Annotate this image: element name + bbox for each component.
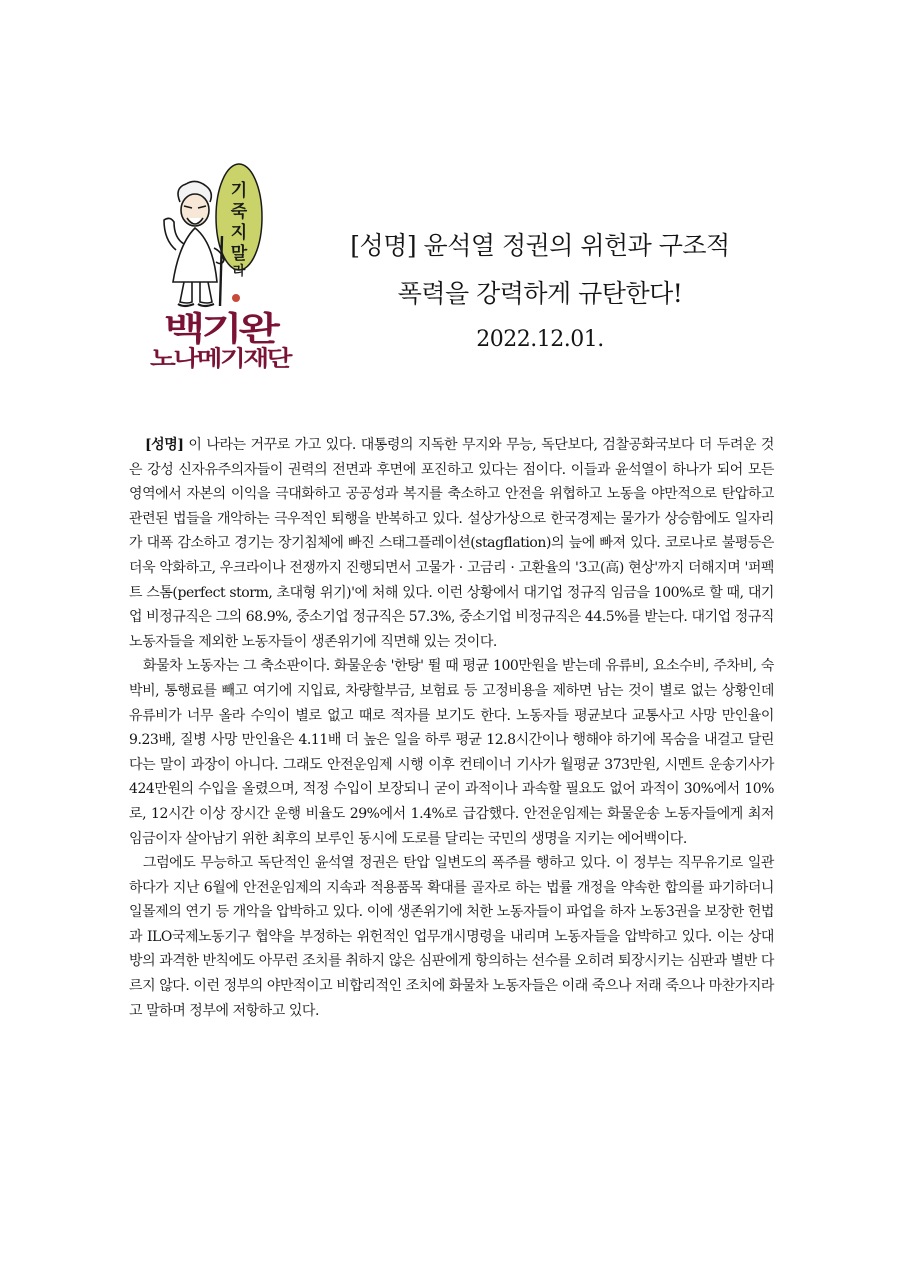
foundation-logo xyxy=(140,162,300,377)
svg-text:라: 라 xyxy=(232,264,246,279)
logo-wordmark-line1: 백기완 xyxy=(164,309,282,348)
svg-text:지: 지 xyxy=(230,223,248,243)
statement-header xyxy=(330,222,750,364)
statement-tag: [성명] xyxy=(145,437,184,453)
statement-body xyxy=(129,433,774,1023)
statement-date: 2022.12.01. xyxy=(476,327,604,352)
statement-title-line2: 폭력을 강력하게 규탄한다! xyxy=(397,279,683,308)
seal-mark xyxy=(232,294,240,302)
svg-text:죽: 죽 xyxy=(230,202,248,222)
paragraph-3: 그럼에도 무능하고 독단적인 윤석열 정권은 탄압 일변도의 폭주를 행하고 있다. 이 정부는 직무유기로 일관하다가 지난 6월에 안전운임제의 지속과 적용품목 확대를 골자로 하는 법률 개정을 약속한 합의를 파기하더니 일몰제의 연기 등 개악을 압박하고 있다. 이에 생존위기에 처한 노동자들이 파업을 하자 노동3권을 보장한 헌법과 ILO국제노동기구 협약을 부정하는 위헌적인 업무개시명령을 내리며 노동자들을 압박하고 있다. 이는 상대방의 과격한 반칙에도 아무런 조치를 취하지 않은 심판에게 항의하는 선수를 오히려 퇴장시키는 심판과 별반 다르지 않다. 이런 정부의 야만적이고 비합리적인 조치에 화물차 노동자들은 이래 죽으나 저래 죽으나 마찬가지라고 말하며 정부에 저항하고 있다. xyxy=(129,855,774,1019)
svg-text:말: 말 xyxy=(230,244,248,264)
statement-title-line1: [성명] 윤석열 정권의 위헌과 구조적 xyxy=(350,231,730,260)
paragraph-1-text: 이 나라는 거꾸로 가고 있다. 대통령의 지독한 무지와 무능, 독단보다, 검찰공화국보다 더 두려운 것은 강성 신자유주의자들이 권력의 전면과 후면에 포진하고 있다는 점이다. 이들과 윤석열이 하나가 되어 모든 영역에서 자본의 이익을 극대화하고 공공성과 복지를 축소하고 안전을 위협하고 노동을 야만적으로 탄압하고 관련된 법들을 개악하는 극우적인 퇴행을 반복하고 있다. 설상가상으로 한국경제는 물가가 상승함에도 일자리가 대폭 감소하고 경기는 장기침체에 빠진 스태그플레이션(stagflation)의 늪에 빠져 있다. 코로나로 불평등은 더욱 악화하고, 우크라이나 전쟁까지 진행되면서 고물가 · 고금리 · 고환율의 '3고(高) 현상'까지 더해지며 '퍼펙트 스톰(perfect storm, 초대형 위기)'에 처해 있다. 이런 상황에서 대기업 정규직 임금을 100%로 할 때, 대기업 비정규직은 그의 68.9%, 중소기업 정규직은 57.3%, 중소기업 비정규직은 44.5%를 받는다. 대기업 정규직 노동자들을 제외한 노동자들이 생존위기에 직면해 있는 것이다. xyxy=(129,437,774,650)
svg-text:기: 기 xyxy=(230,181,248,201)
old-man-figure xyxy=(164,181,224,306)
baekgiwan-foundation-logo-image xyxy=(140,162,300,377)
paragraph-2: 화물차 노동자는 그 축소판이다. 화물운송 '한탕' 뛸 때 평균 100만원을 받는데 유류비, 요소수비, 주차비, 숙박비, 통행료를 빼고 여기에 지입료, 차량할부금, 보험료 등 고정비용을 제하면 남는 것이 별로 없는 상황인데 유류비가 너무 올라 수익이 별로 없고 때로 적자를 보기도 한다. 노동자들 평균보다 교통사고 사망 만인율이 9.23배, 질병 사망 만인율은 4.11배 더 높은 일을 하루 평균 12.8시간이나 행해야 하기에 목숨을 내걸고 달린다는 말이 과장이 아니다. 그래도 안전운임제 시행 이후 컨테이너 기사가 월평균 373만원, 시멘트 운송기사가 424만원의 수입을 올렸으며, 적정 수입이 보장되니 굳이 과적이나 과속할 필요도 없어 과적이 30%에서 10%로, 12시간 이상 장시간 운행 비율도 29%에서 1.4%로 급감했다. 안전운임제는 화물운송 노동자들에게 최저임금이자 살아남기 위한 최후의 보루인 동시에 도로를 달리는 국민의 생명을 지키는 에어백이다. xyxy=(129,658,774,847)
logo-wordmark-line2: 노나메기재단 xyxy=(150,347,266,372)
paragraph-1 xyxy=(129,433,774,654)
